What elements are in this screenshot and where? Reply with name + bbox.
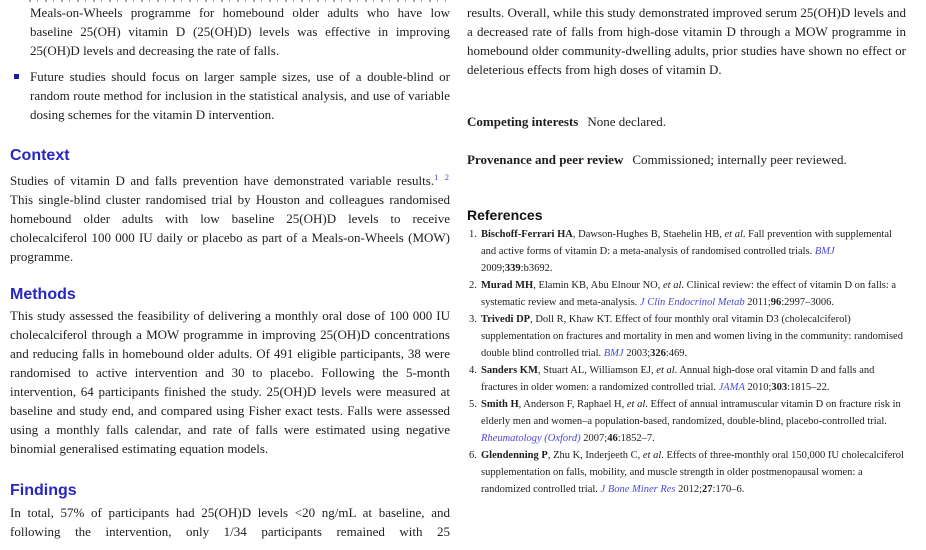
- text-segment: . Effects of three-monthly oral 150,000 IU cholecalciferol supplementation on falls, mobility, and muscle strength in older postmenopausal women: a randomized controlled trial.: [481, 450, 904, 495]
- text-segment: 46: [607, 433, 618, 444]
- text-segment: et al: [656, 365, 675, 376]
- reference-text: [481, 314, 903, 359]
- journal-link[interactable]: BMJ: [603, 348, 624, 359]
- text-segment: :2997–3006.: [781, 297, 835, 308]
- text-segment: 339: [504, 263, 521, 274]
- reference-text: [481, 365, 874, 393]
- competing-interests-label: Competing interests: [467, 114, 579, 129]
- section-heading-findings: Findings: [10, 482, 77, 499]
- text-segment: :b3692.: [520, 263, 553, 274]
- journal-link[interactable]: J Clin Endocrinol Metab: [639, 297, 745, 308]
- context-paragraph: [10, 168, 450, 266]
- text-segment: , Zhu K, Inderjeeth C,: [547, 450, 643, 461]
- list-item-continued: Meals-on-Wheels programme for homebound older adults who have low baseline 25(OH) vitamin D (25(OH)D) levels was effective in improving 25(OH)D levels and decreasing the rate of falls.: [30, 5, 450, 58]
- citation-ref-link[interactable]: 1 2: [434, 172, 451, 182]
- methods-paragraph: This study assessed the feasibility of delivering a monthly oral dose of 100 000 IU cholecalciferol through a MOW programme in improving 25(OH)D concentrations and reducing falls in homebound older adults. Of 491 eligible participants, 38 were randomised to active intervention and 30 to placebo. Following the 5-month intervention, 64 participants finished the study. 25(OH)D levels were measured at baseline and study end, and compared using Fisher exact tests. Falls were assessed using a monthly falls calendar, and rate of falls were estimated using negative binomial generalised estimating equation models.: [10, 308, 450, 456]
- text-segment: :1852–7.: [617, 433, 655, 444]
- text-segment: et al: [642, 450, 662, 461]
- bullet-icon: [14, 74, 19, 79]
- text-segment: . Clinical review: the effect of vitamin D on falls: a systematic review and meta-analysis.: [481, 280, 897, 308]
- reference-item: [467, 277, 906, 311]
- references-list: [467, 226, 906, 498]
- text-segment: 2007;: [580, 433, 608, 444]
- text-segment: Sanders KM: [481, 365, 538, 376]
- reference-number: 3.: [469, 314, 477, 325]
- reference-text: [481, 450, 904, 495]
- text-segment: Bischoff-Ferrari HA: [481, 229, 573, 240]
- competing-interests-text: None declared.: [587, 114, 667, 129]
- journal-link[interactable]: Rheumatology (Oxford): [481, 433, 581, 444]
- reference-item: [467, 226, 906, 277]
- section-heading-context: Context: [10, 147, 70, 164]
- reference-text: [481, 229, 892, 274]
- text-segment: 27: [702, 484, 713, 495]
- text-segment: :170–6.: [712, 484, 745, 495]
- text-segment: . Annual high-dose oral vitamin D and falls and fractures in older women: a randomized controlled trial.: [481, 365, 875, 393]
- text-segment: 2003;: [623, 348, 651, 359]
- reference-item: [467, 447, 906, 498]
- text-segment: 303: [771, 382, 788, 393]
- cropped-text-line: [29, 0, 446, 2]
- text-segment: 2011;: [744, 297, 771, 308]
- list-item-text: Future studies should focus on larger sample sizes, use of a double-blind or random route method for inclusion in the statistical analysis, and use of variable dosing schemes for the vitamin D intervention.: [30, 69, 450, 122]
- text-segment: Trivedi DP: [481, 314, 531, 325]
- text-segment: 2012;: [675, 484, 703, 495]
- reference-number: 5.: [469, 399, 477, 410]
- journal-link[interactable]: BMJ: [814, 246, 835, 257]
- reference-item: [467, 362, 906, 396]
- findings-paragraph: In total, 57% of participants had 25(OH)D levels <20 ng/mL at baseline, and following the intervention, only 1/34 participants remained with 25: [10, 505, 450, 539]
- key-messages-list: [10, 3, 450, 124]
- text-segment: et al: [663, 280, 682, 291]
- text-segment: , Doll R, Khaw KT. Effect of four monthly oral vitamin D3 (cholecalciferol) supplementation on fractures and mortality in men and women living in the community: randomised double blind controlled trial.: [481, 314, 903, 359]
- journal-link[interactable]: J Bone Miner Res: [600, 484, 676, 495]
- text-segment: This single-blind cluster randomised trial by Houston and colleagues randomised homebound older adults with low baseline 25(OH)D levels to receive cholecalciferol 100 000 IU daily or placebo as part of a Meals-on-Wheels (MOW) programme.: [10, 192, 450, 264]
- reference-number: 4.: [469, 365, 477, 376]
- reference-item: [467, 311, 906, 362]
- reference-number: 2.: [469, 280, 477, 291]
- text-segment: . Effect of annual intramuscular vitamin D on fracture risk in elderly men and women–a population-based, randomized, double-blind, placebo-controlled trial.: [481, 399, 901, 427]
- text-segment: , Elamin KB, Abu Elnour NO,: [533, 280, 663, 291]
- provenance-label: Provenance and peer review: [467, 152, 624, 167]
- reference-text: [481, 399, 901, 444]
- text-segment: 326: [650, 348, 666, 359]
- text-segment: . Fall prevention with supplemental and active forms of vitamin D: a meta-analysis of randomised controlled trials.: [481, 229, 892, 257]
- reference-item: [467, 396, 906, 447]
- text-segment: 2010;: [744, 382, 772, 393]
- text-segment: Smith H: [481, 399, 519, 410]
- text-segment: 96: [770, 297, 782, 308]
- section-heading-methods: Methods: [10, 286, 76, 303]
- reference-number: 6.: [469, 450, 477, 461]
- left-column: [10, 0, 450, 550]
- list-item: [10, 67, 450, 124]
- text-segment: Glendenning P: [481, 450, 548, 461]
- reference-text: [481, 280, 896, 308]
- text-segment: , Anderson F, Raphael H,: [518, 399, 627, 410]
- text-segment: et al: [724, 229, 743, 240]
- text-segment: , Dawson-Hughes B, Staehelin HB,: [572, 229, 725, 240]
- references-heading: References: [467, 207, 543, 223]
- provenance-statement: [467, 151, 906, 169]
- competing-interests-statement: [467, 113, 906, 131]
- reference-number: 1.: [469, 229, 477, 240]
- results-continued-paragraph: results. Overall, while this study demonstrated improved serum 25(OH)D levels and a decreased rate of falls from high-dose vitamin D through a MOW programme in homebound older community-dwelling adults, prior studies have shown no effect or deleterious effects from high doses of vitamin D.: [467, 5, 906, 77]
- provenance-text: Commissioned; internally peer reviewed.: [632, 152, 847, 167]
- journal-link[interactable]: JAMA: [718, 382, 745, 393]
- text-segment: , Stuart AL, Williamson EJ,: [537, 365, 657, 376]
- text-segment: et al: [626, 399, 646, 410]
- text-segment: :469.: [665, 348, 688, 359]
- text-segment: 2009;: [481, 263, 505, 274]
- text-segment: Studies of vitamin D and falls prevention have demonstrated variable results.: [10, 173, 435, 188]
- right-column: [467, 0, 906, 550]
- text-segment: Murad MH: [481, 280, 534, 291]
- text-segment: :1815–22.: [787, 382, 830, 393]
